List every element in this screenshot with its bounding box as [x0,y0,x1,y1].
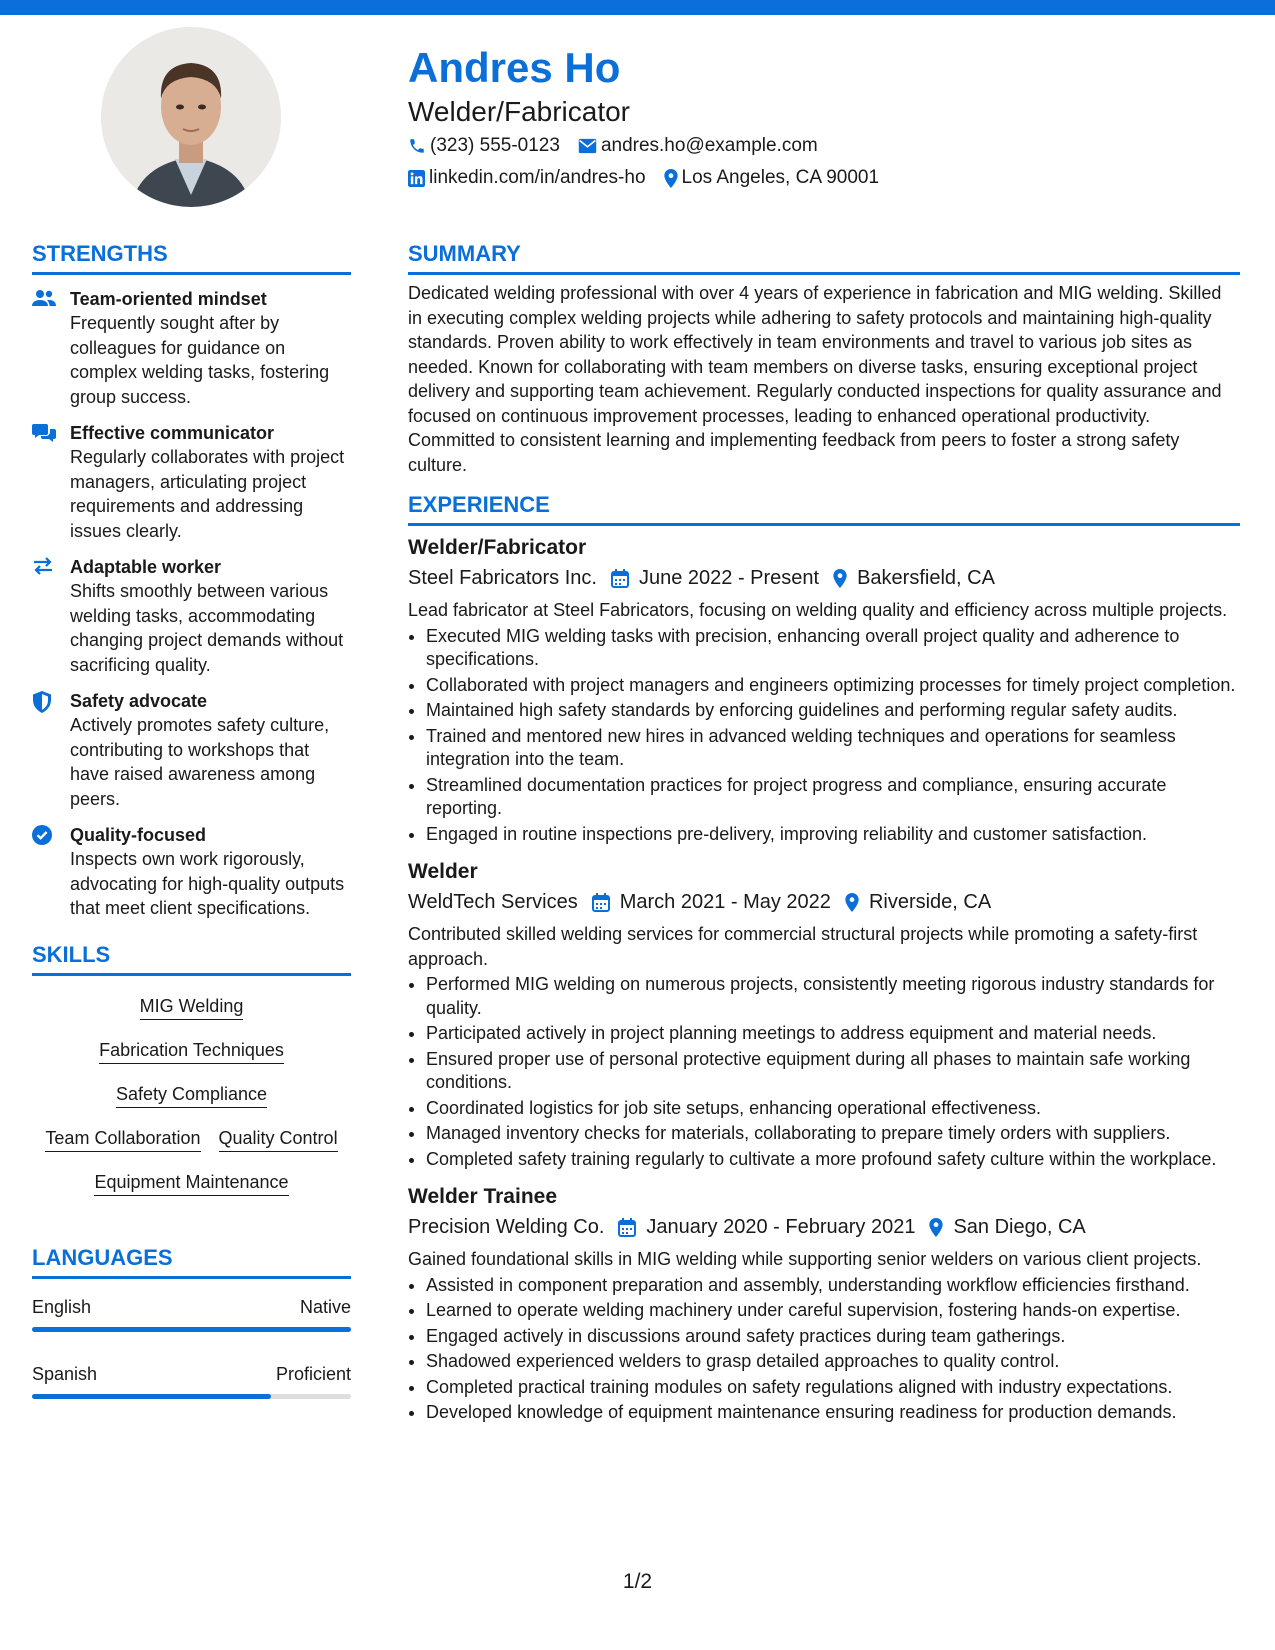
job-bullet: • Executed MIG welding tasks with precision, enhancing overall project quality and adherence to specifications. [426,625,1240,672]
skill-tag: MIG Welding [140,994,244,1020]
job-bullet: • Learned to operate welding machinery under careful supervision, fostering hands-on expertise. [426,1299,1240,1323]
language-level: Proficient [275,1363,351,1384]
map-pin-icon [845,893,859,912]
map-pin-icon [664,169,678,188]
job-description: Lead fabricator at Steel Fabricators, focusing on welding quality and efficiency across multiple projects. [408,600,1228,620]
arrows-exchange-icon [32,557,54,575]
language-bar [32,1327,351,1332]
job-entry [408,534,1240,846]
top-accent-bar [0,0,1275,15]
job-dates: March 2021 - May 2022 [619,891,831,913]
location-item [664,166,880,190]
job-location: Riverside, CA [868,891,992,913]
contact-row-1 [408,134,836,158]
job-company: Steel Fabricators Inc. [408,567,597,589]
map-pin-icon [929,1218,943,1237]
skill-tag: Safety Compliance [116,1082,267,1108]
job-dates: January 2020 - February 2021 [646,1216,916,1238]
chat-icon [32,423,56,443]
job-meta [408,564,1240,592]
language-name: Spanish [32,1363,98,1384]
strength-item [32,555,351,677]
job-bullet: • Completed practical training modules on safety regulations aligned with industry expectations. [426,1376,1240,1400]
strength-desc: Regularly collaborates with project managers, articulating project requirements and addressing issues clearly. [70,447,345,541]
job-bullet: • Engaged in routine inspections pre-delivery, improving reliability and customer satisfaction. [426,823,1240,847]
job-bullet: • Streamlined documentation practices for project progress and compliance, ensuring accurate reporting. [426,774,1240,821]
calendar-icon [592,893,610,912]
strength-title: Team-oriented mindset [70,289,267,309]
job-title: Welder Trainee [408,1185,558,1208]
job-company: WeldTech Services [408,891,578,913]
strength-desc: Inspects own work rigorously, advocating for high-quality outputs that meet client specifications. [70,849,345,918]
job-bullet: • Engaged actively in discussions around safety practices during team gatherings. [426,1325,1240,1349]
shield-icon [32,691,52,713]
job-bullet: • Developed knowledge of equipment maintenance ensuring readiness for production demands. [426,1401,1240,1425]
job-description: Gained foundational skills in MIG welding while supporting senior welders on various client projects. [408,1249,1202,1269]
envelope-icon [578,138,597,154]
left-column [32,240,351,1399]
page-number: 1/2 [622,1570,653,1593]
job-bullet: • Shadowed experienced welders to grasp detailed approaches to quality control. [426,1350,1240,1374]
job-bullet: • Maintained high safety standards by enforcing guidelines and performing regular safety audits. [426,699,1240,723]
languages-section [32,1244,351,1399]
job-title: Welder [408,860,478,883]
job-bullet: • Completed safety training regularly to cultivate a more profound safety culture within the workplace. [426,1148,1240,1172]
job-title: Welder/Fabricator [408,536,587,559]
job-meta [408,1213,1240,1241]
strength-desc: Shifts smoothly between various welding tasks, accommodating changing project demands without sacrificing quality. [70,581,344,675]
language-bar-fill [32,1394,271,1399]
job-meta [408,888,1240,916]
summary-heading: SUMMARY [408,240,1240,275]
language-bar [32,1394,351,1399]
right-column [408,240,1240,1425]
language-bar-fill [32,1327,351,1332]
language-item [32,1362,351,1399]
job-bullets [408,1274,1240,1425]
linkedin-icon [408,170,425,187]
calendar-icon [618,1218,636,1237]
strength-title: Effective communicator [70,423,275,443]
candidate-name: Andres Ho [408,44,621,91]
email-item[interactable] [578,134,818,158]
job-bullet: • Managed inventory checks for materials, collaborating to prepare timely orders with suppliers. [426,1122,1240,1146]
strengths-list [32,287,351,921]
skill-tag: Quality Control [219,1126,338,1152]
users-icon [32,289,56,307]
job-bullet: • Participated actively in project planning meetings to address equipment and material needs. [426,1022,1240,1046]
linkedin-text[interactable]: linkedin.com/in/andres-ho [429,167,646,188]
job-bullet: • Ensured proper use of personal protective equipment during all phases to maintain safe working conditions. [426,1048,1240,1095]
experience-section [408,491,1240,1425]
job-dates: June 2022 - Present [638,567,820,589]
job-location: Bakersfield, CA [857,567,995,589]
strength-item [32,689,351,811]
strength-item [32,287,351,409]
location-text: Los Angeles, CA 90001 [681,167,880,188]
language-level: Native [299,1296,351,1317]
strength-desc: Actively promotes safety culture, contributing to workshops that have raised awareness among peers. [70,715,330,809]
phone-text: (323) 555-0123 [430,135,560,156]
skill-tag: Fabrication Techniques [99,1038,284,1064]
job-description: Contributed skilled welding services for commercial structural projects while promoting a safety-first approach. [408,924,1198,969]
skills-heading: SKILLS [32,941,351,976]
languages-heading: LANGUAGES [32,1244,351,1279]
calendar-icon [611,569,629,588]
linkedin-item[interactable] [408,166,646,190]
skills-list [32,994,351,1196]
strength-item [32,421,351,543]
strength-title: Quality-focused [70,825,207,845]
email-text[interactable]: andres.ho@example.com [600,135,818,156]
job-location: San Diego, CA [953,1216,1086,1238]
strength-item [32,823,351,921]
skills-section [32,941,351,1196]
contact-row-2 [408,166,897,190]
strength-title: Adaptable worker [70,557,222,577]
job-bullet: • Coordinated logistics for job site setups, enhancing operational effectiveness. [426,1097,1240,1121]
job-company: Precision Welding Co. [408,1216,605,1238]
experience-heading: EXPERIENCE [408,491,1240,526]
skill-tag: Team Collaboration [45,1126,200,1152]
job-bullet: • Trained and mentored new hires in advanced welding techniques and operations for seamless integration into the team. [426,725,1240,772]
strengths-heading: STRENGTHS [32,240,351,275]
job-entry [408,1183,1240,1425]
job-bullet: • Performed MIG welding on numerous projects, consistently meeting rigorous industry standards for quality. [426,973,1240,1020]
language-item [32,1295,351,1332]
skill-tag: Equipment Maintenance [94,1170,288,1196]
summary-text: Dedicated welding professional with over 4 years of experience in fabrication and MIG welding. Skilled in executing complex welding projects while adhering to safety protocols and maintaining high-quality standards. Proven ability to work effectively in team environments and travel to various job sites as needed. Known for collaborating with team members on diverse tasks, ensuring exceptional project delivery and supporting team achievement. Regularly conducted inspections for quality assurance and focused on continuous improvement processes, leading to enhanced operational productivity. Committed to consistent learning and implementing feedback from peers to foster a strong safety culture. [408,283,1222,475]
job-bullets [408,973,1240,1171]
job-bullets [408,625,1240,847]
map-pin-icon [833,569,847,588]
strength-desc: Frequently sought after by colleagues for guidance on complex welding tasks, fostering group success. [70,313,330,407]
profile-photo [101,27,281,207]
job-bullet: • Assisted in component preparation and assembly, understanding workflow efficiencies firsthand. [426,1274,1240,1298]
phone-item [408,134,560,158]
job-entry [408,858,1240,1171]
candidate-title: Welder/Fabricator [408,96,631,127]
strength-title: Safety advocate [70,691,208,711]
check-circle-icon [32,825,52,845]
phone-icon [408,137,426,155]
language-name: English [32,1296,92,1317]
job-bullet: • Collaborated with project managers and engineers optimizing processes for timely project completion. [426,674,1240,698]
